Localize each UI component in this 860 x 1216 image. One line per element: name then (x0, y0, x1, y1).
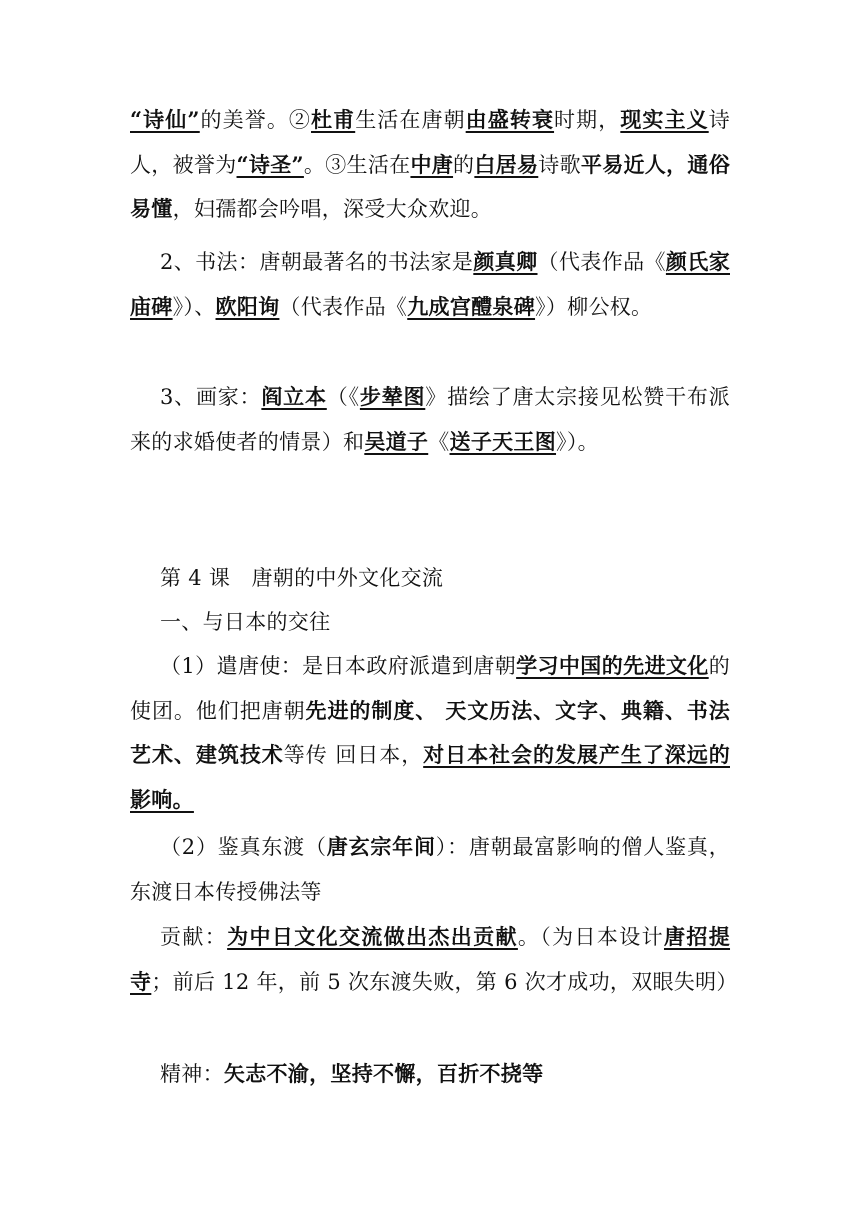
text-span: （2）鉴真东渡（ (160, 835, 327, 859)
advanced-systems: 先进的制度、 天文历法、文字、典籍、书法艺术、建筑技术 (130, 697, 731, 767)
xuanzong-era: 唐玄宗年间 (326, 834, 436, 859)
text-span: 》）、 (172, 294, 216, 319)
envoys-paragraph (130, 644, 730, 822)
mid-tang: 中唐 (410, 151, 454, 177)
text-span: 诗歌 (538, 152, 581, 177)
spirit-paragraph (130, 1052, 730, 1097)
text-span: 的 (453, 152, 475, 177)
text-span: 《 (428, 429, 450, 454)
jianzhen-paragraph (130, 825, 730, 914)
text-span: （1）遣唐使：是日本政府派遣到唐朝 (160, 654, 517, 678)
text-span: 2、书法：唐朝最著名的书法家是 (160, 250, 474, 274)
du-fu: 杜甫 (311, 107, 356, 132)
text-span: 诗人，被誉为 (130, 108, 731, 177)
text-span: 3、画家： (160, 385, 262, 409)
text-span: （代表作品《 (537, 250, 666, 274)
contribution-paragraph (130, 915, 738, 1004)
section-heading: 一、与日本的交往 (160, 610, 331, 634)
contribution-highlight: 为中日文化交流做出杰出贡献 (227, 924, 518, 949)
text-span: 的美誉。② (199, 108, 312, 132)
yan-family-stele: 颜氏家庙碑 (130, 249, 730, 319)
ouyang-xun: 欧阳询 (215, 293, 280, 319)
li-bai-title: “诗仙” (130, 107, 200, 132)
calligraphy-paragraph (130, 240, 730, 329)
text-span: 贡献： (160, 925, 228, 949)
text-span: 》）。 (556, 429, 599, 454)
profound-influence: 对日本社会的发展产生了深远的影响。 (130, 742, 730, 812)
bunian-tu: 步辇图 (359, 384, 426, 409)
learn-advanced-culture: 学习中国的先进文化 (516, 653, 709, 678)
text-span: （代表作品《 (279, 294, 408, 319)
du-fu-title: “诗圣” (236, 151, 304, 177)
text-span: 精神： (160, 1062, 224, 1086)
plain-style: 平易近人，通俗易懂 (130, 151, 731, 221)
text-span: 》）柳公权。 (535, 294, 653, 319)
songzi-tianwang-tu: 送子天王图 (449, 428, 557, 454)
yan-liben: 阎立本 (261, 384, 327, 409)
lesson-title: 第 4 课 唐朝的中外文化交流 (160, 566, 444, 590)
text-span: 时期， (554, 108, 621, 132)
painting-paragraph (130, 375, 730, 464)
poets-paragraph (130, 98, 730, 232)
text-span: ；前后 12 年，前 5 次东渡失败，第 6 次才成功，双眼失明） (151, 969, 738, 994)
jiucheng-stele: 九成宫醴泉碑 (407, 293, 536, 319)
spirit-values: 矢志不渝，坚持不懈，百折不挠等 (223, 1061, 544, 1086)
text-span: ）：唐朝最富影响的僧人鉴真，东渡日本传授佛法等 (130, 835, 731, 904)
text-span: 的使团。他们把唐朝 (130, 654, 730, 723)
text-span: 。（为日本设计 (517, 925, 664, 949)
text-span: 》描绘了唐太宗接见松赞干布派来的求婚使者的情景）和 (130, 385, 730, 454)
text-span: 等传 回日本， (283, 743, 424, 767)
text-span: 生活在唐朝 (355, 108, 466, 132)
realism: 现实主义 (620, 107, 709, 132)
yan-zhenqing: 颜真卿 (473, 249, 538, 274)
text-span: 。③生活在 (303, 152, 411, 177)
text-span: （《 (326, 385, 360, 409)
decline-period: 由盛转衰 (465, 107, 555, 132)
bai-juyi: 白居易 (474, 151, 539, 177)
toshodaiji: 唐招提寺 (130, 924, 731, 994)
wu-daozi: 吴道子 (364, 428, 429, 454)
text-span: ，妇孺都会吟唱，深受大众欢迎。 (172, 197, 493, 221)
